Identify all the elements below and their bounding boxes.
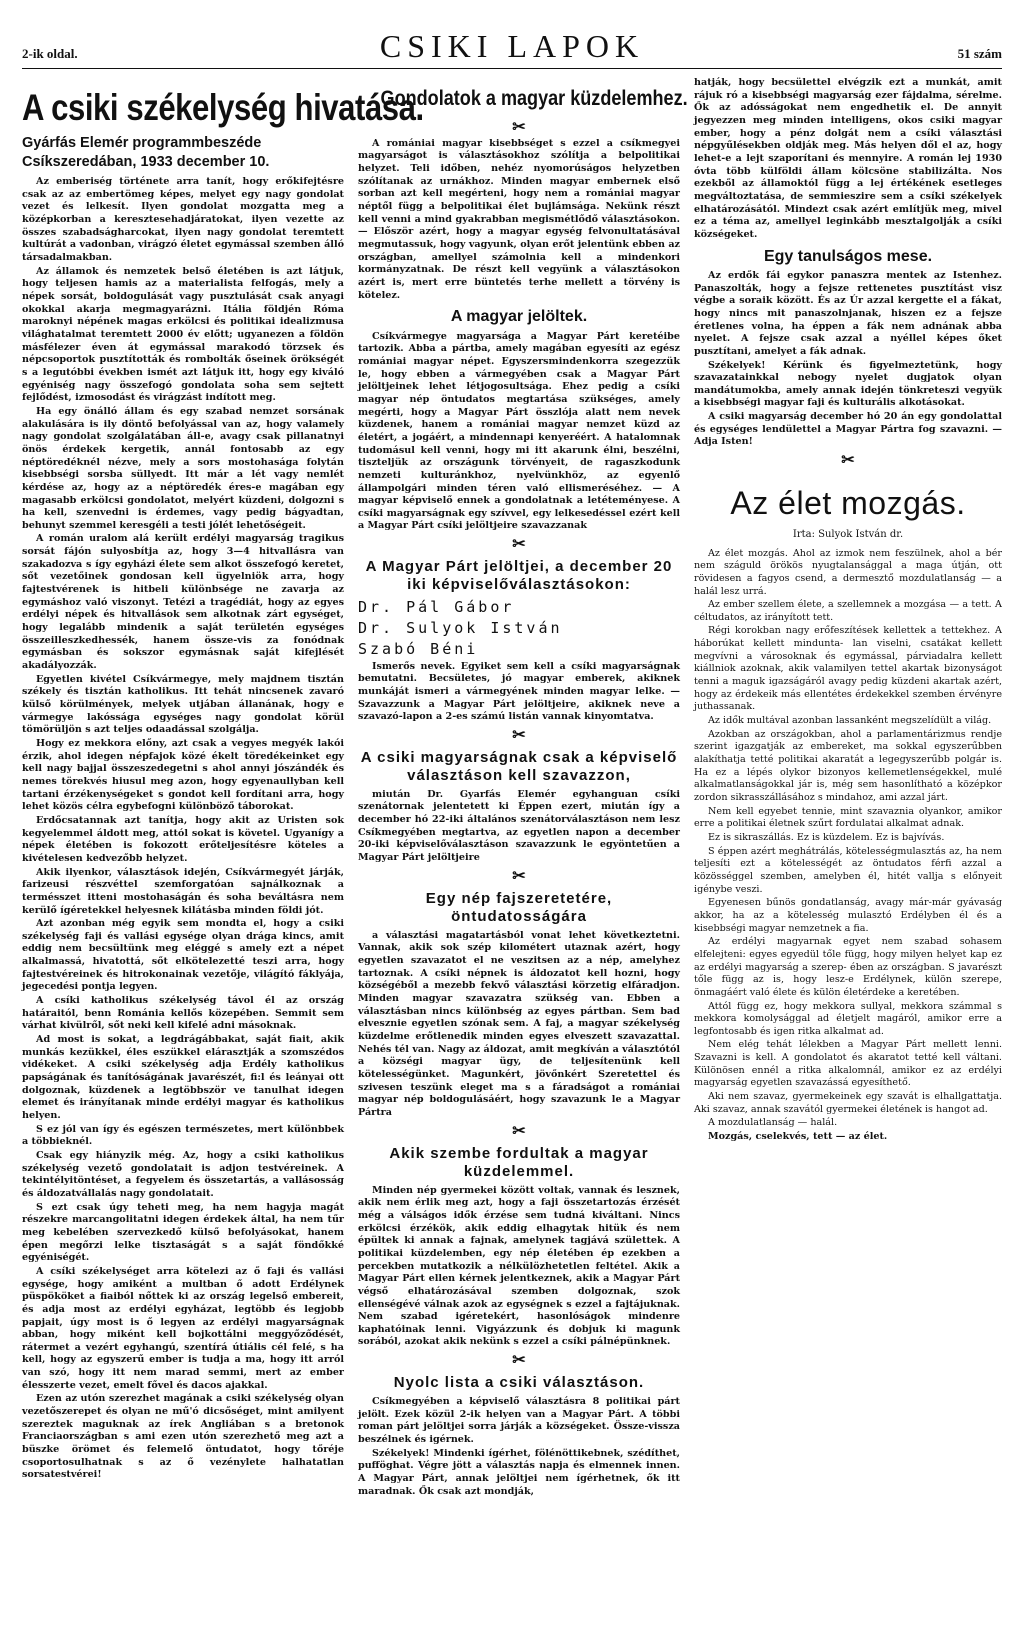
scissors-icon: ✂: [512, 534, 526, 554]
paragraph: Az emberiség története arra tanít, hogy erőkifejtésre csak az az embertömeg képes, melyet egy nagy gondolat vezet és lelkesít. Ilyen gondolat mozgatta meg a középkorban a keresztesehadjáratokat, ilyen vezette az összes szabadságharcokat, ilyen nagy gondolat teremtett kultúrát a vadonban, virágzó életet egymással szemben álló társadalmakban.: [22, 176, 344, 264]
section-heading: A Magyar Párt jelöltjei, a december 20 iki képviselőválasztásokon:: [365, 558, 673, 594]
candidate-name: Dr. Sulyok István: [358, 618, 563, 637]
paragraph: S ezt csak úgy teheti meg, ha nem hagyja magát részekre marcangolitatni idegen érdekek által, ha nem tűr meg kebelében szervezkedő külső befolyásokat, hanem épen megőrzi lelke tisztaságát s a saját föndőkké egyéniségét.: [22, 1201, 344, 1264]
paragraph: Ismerős nevek. Egyiket sem kell a csíki magyarságnak bemutatni. Becsületes, jó magyar emberek, akiknek munkáját ismeri a vármegyének minden magyar lelke. — Szavazzunk a Magyar Párt jelöltjeire, akiknek neve a szavazó-lapon a 2-es számú listán vannak kinyomtatva.: [358, 660, 680, 723]
section-heading: Egy tanulságos mese.: [763, 247, 933, 265]
paragraph: A csíki székelységet arra kötelezi az ő faji és vallási egysége, hogy amiként a multban ő adott Erdélynek püspököket a fiaiból nőttek ki az ország legelső embereit, és adja most az erdélyi egyházat, legtöbb és legjobb papjait, úgy most is ő legyen az erdélyi magyarságnak abban, hogy miként kell bojkottálni meggyőződését, rátermet a vezért egyhangú, szentírá útiális cél felé, s ha kell, hogy az egyszerű ember is tudja a ma, hogy itt arról van szó, hogy itt nem marad semmi, mert az ember élesszerte vezet, emelt fővel és dacos ajakkal.: [22, 1265, 344, 1391]
paragraph: Székelyek! Kérünk és figyelmeztetünk, hogy szavazatainkkal nebogy nyelet dugjatok olyan mandátumokba, amely annak idején tönkreteszi vegyük a kisebbségi magyar faji és kulturális alkotásokat.: [694, 359, 1002, 409]
paragraph: Az államok és nemzetek belső életében is azt látjuk, hogy teljesen hamis az a materialista felfogás, mely a népek sorsát, boldogulását vagy pusztulását csak anyagi okokkal akarja megmagyarázni. Itália földjén Róma maroknyi népének magas erkölcsi és politikai idealizmusa világhatalmat teremtett 2000 év előtt; ugyanezen a földön másfélezer éven át egymással marakodó törzsek és népcsoportok pusztították és rombolták őseinek örökségét s a legutóbbi években ismét azt látjuk itt, hogy egy kiváló egyéniség nagy összefogó gondolata soha sem sejtett fejlődést, izmosodást és virágzást indított meg.: [22, 265, 344, 404]
section-heading: Nyolc lista a csiki választáson.: [393, 1374, 645, 1392]
page-number: 2-ik oldal.: [22, 46, 78, 61]
paragraph: Azokban az országokban, ahol a parlamentárizmus rendje szerint igazgatják az embereket, ma sokkal egyszerűbben alakíthatja tetté politikai akaratát a legegyszerűbb polgár is. Ha ez a lépés olykor bizonyos kellemetlenségekkel, mulé alkalmatlanságokkal jár is, még sem hasonlítható a középkor zordon sikrasszállásához s mindahoz, ami azzal járt.: [694, 728, 1002, 803]
paragraph: Csíkvármegye magyarsága a Magyar Párt keretéibe tartozik. Abba a pártba, amely magában egyesíti az egész romániai magyar népet. Egyszersmindenkorra szegezzük le, hogy ebben a vármegyében csak a Magyar Párt jelöltjeinek lehet létjogosultsága. Ehez pedig a csíki magyar nép öntudatos megtartása szükséges, amely megérti, hogy a Magyar Párt összlója alatt nem nevek küzdenek, hanem a romániai magyar nemzet küzd az életért, a jogáért, a mindennapi kenyeréért. A hatalomnak tudomásul kell venni, hogy mi itt akarunk élni, beszélni, tiszteljük az országunk törvényeit, de ragaszkodunk nemzeti kulturánkhoz, nyelvünkhöz, az egyenlő állampolgári minden téren való ellismeréséhez. — A magyar képviselő ennek a gondolatnak a letéteményese. A csíki magyarságnak egy szívvel, egy lelkesedéssel ezért kell a Magyar Párt csíki jelöltjeire szavazzanak: [358, 330, 680, 532]
paragraph: Mozgás, cselekvés, tett — az élet.: [708, 1131, 888, 1143]
section-heading: A magyar jelöltek.: [450, 308, 588, 326]
paragraph: Egyetlen kivétel Csíkvármegye, mely majdnem tisztán székely és tisztán katholikus. Itt tehát nincsenek zavaró külső körülmények, melyek utjában állanának, hogy e vármegye lakóssága egységes nagy gondolat körül tömörüljön s azt teljes odaadással szolgálja.: [22, 673, 344, 736]
paragraph: a választási magatartásból vonat lehet következtetni. Vannak, akik sok szép kilométert utaznak azért, hogy egyetlen szavazatot el ne veszitsen az a nép, amelyhez tartoznak. A csíki népnek is áldozatot kell hozni, hogy községéből a mezebb fekvő választási körzetig elfáradjon. Minden magyar szavazatra szükség van. Ebben a választásban nincs különbség az egyes pártban. Sem bad elveszniе egyetlen szónak sem. A faj, a magyar székelység küzdelme erőtlenedik minden egyes elveszett szavazattal. Nehés tél van. Nagy az áldozat, amit megkíván a választótól a községi magyar ügy, de teljesítenünk kell kötelességünket. Magunkért, jövőnkért Szeretettel és szivesen teszünk eleget ma s a fáradságot a romániai magyar nép boldogulásáért, hogy szavazunk le a Magyar Pártra: [358, 929, 680, 1118]
byline: Irta: Sulyok István dr.: [792, 529, 904, 541]
paragraph: hatják, hogy becsülettel elvégzik ezt a munkát, amit rájuk ró a kisebbségi magyarság ezer fájdalma, sérelme. Ők az adósságokat nem engedhetik el. De annyit jegyezzen meg minden intelligens, okos csiki magyar ember, hogy a pénz dolgát nem a csíki választási népgyűlésekben oldják meg. Más helyen dől el az, hogy lehet-e a lejt szaporítani és mennyire. A román lej 1930 óvta több külföldi állam kölcsöne stabilizálta. Nos ezekből az államoktól függ a lej értékének esetleges megváltoztatása, de semmieszire sem a csíki székelyek elhatározásától. Mindezt csak azért említjük meg, mivel ez a téma az, amellyel leginkább mesztalgolják a csíki községeket.: [694, 77, 1002, 240]
paragraph: A romániai magyar kisebbséget s ezzel a csíkmegyei magyarságot is választásokhoz szólítja a belpolitikai helyzet. Teli időben, nehéz nyomorúságos helyzetben szólítanak az urnákhoz. Minden magyar embernek első sorban azt kell megérteni, hogy nem a romániai magyar néptől függ a belpolitikai élet bujlámsága. Nekünk részt kell venni a mind gyakrabban megismétlődő választásokon. — Először azért, hogy a magyar egység felvonultatásával megmutassuk, hogy vagyunk, olyan erőt jelentünk ebben az országban, amellyel számolnia kell a mindenkori kormányzatnak. De részt kell vegyünk a választásokon azért is, mert erre büntetés terhe mellett a törvény is kötelez.: [358, 137, 680, 301]
paragraph: Ad most is sokat, a legdrágábbakat, saját fiait, akik munkás kezükkel, éles eszükkel elárasztják a szomszédos vidékeket. A csiki székelység adja Erdély katholikus papságának és tanítóságának javarészét, fi:l és leányai ott dolgoznak, küzdenek a legtöbbször ve tanulhat idegen elemet és irányítanak minde erdélyi magyar és katholikus helyen.: [22, 1034, 344, 1121]
paragraph: Erdőcsatannak azt tanítja, hogy akit az Uristen sok kegyelemmel áldott meg, attól sokat is követel. Ugyanígy a népek életében is fokozott erőteljesítésre köteles a kivételesen kedvezőbb helyzet.: [22, 814, 344, 864]
paragraph: Aki nem szavaz, gyermekeinek egy szavát is elhallgattatja. Aki szavaz, annak szavától gyermekei életének is hangot ad.: [694, 1091, 1002, 1115]
article-subtitle: Gyárfás Elemér programmbeszéde: [22, 134, 262, 151]
column-3: [694, 77, 1002, 1637]
newspaper-title: CSIKI LAPOK: [379, 28, 645, 64]
masthead-rule: [22, 68, 1002, 69]
scissors-icon: ✂: [512, 724, 526, 744]
paragraph: S ez jól van így és egészen természetes, mert különbbek a többieknél.: [22, 1123, 344, 1148]
paragraph: Székelyek! Mindenki ígérhet, fölénöttikebnek, szédíthet, pufföghat. Végre jött a választás napja és elmennek innen. A Magyar Párt, annak jelöltjei nem ígérhetnek, ők itt maradnak. Ők csak azt mondják,: [358, 1447, 680, 1497]
paragraph: Az élet mozgás. Ahol az izmok nem feszülnek, ahol a bér nem száguld örökös nyugtalansággal a maga útján, ott rövidesen a fagyos csend, a dermesztő mozdulatlanság — a halál lesz urrá.: [694, 547, 1002, 597]
paragraph: Egyenesen bűnös gondatlanság, avagy már-már gyávaság akkor, ha az a kötelesség mulasztó Erdélyben él és a kisebbségi magyar nemzetnek a fia.: [694, 897, 1002, 934]
paragraph: A román uralom alá került erdélyi magyarság tragikus sorsát fájón sulyosbítja az, hogy 3—4 hitvallásra van szakadozva s így egyházi élete sem alkot összefogó keretet, sőt vezetőinek gondosan kell ügyelniök arra, hogy fajtestvérenek is hitbeli különbsége ne zavarja az egymáshoz való viszonyt. Tetézi a tragédiát, hogy az egyes erdélyi népek és hitvallások sem alkotnak zárt egységet, hogy legalább mindenik a saját területén egységes összeilleszkedhessék, hanem össze-vis za fonódnak egymásban és sokszor egymásnak saját kifejlését akadályozzák.: [22, 533, 344, 672]
paragraph: S éppen azért meghátrálás, kötelességmulasztás az, ha nem teljesíti ezt a kötelességét az öntudatos férfi azzal a közösséggel szemben, amelyben él, hitét vallja s előnyeit igénybe veszi.: [694, 845, 1002, 895]
scissors-icon: ✂: [841, 450, 855, 470]
paragraph: Ha egy önálló állam és egy szabad nemzet sorsának alakulására is ily döntő befolyással van az, hogy valamely nagy gondolat szolgálatában áll-e, avagy csak pillanatnyi önös érdekek kergetik, annál fontosabb az egy néptöredéknél nézve, mely a sors mostohasága folytán kisebbségi sorsba süllyedt. Itt már a lét vagy nemlét kérdése az, hogy az a néptöredék éres-e magában egy magasabb erkölcsi gondolatot, melyért küzdeni, dolgozni s ha kell, szenvedni is érdemes, vagy pedig bágyadtan, behunyt szemmel keresgéli a testi jólét lehetőségeit.: [22, 405, 344, 531]
column-2: [358, 77, 688, 1637]
scissors-icon: ✂: [512, 865, 526, 885]
scissors-icon: ✂: [512, 1350, 526, 1370]
paragraph: Az erdélyi magyarnak egyet nem szabad sohasem elfelejteni: egyes egyedül tőle függ, hogy milyen helyet kap ez az erdélyi magyarság a szerep- ében az országban. S javarészt tőle függ az is, hogy lesz-e Erdélynek, külön szerepe, önmagáért való élete és külön életérdeke a keretében.: [694, 936, 1002, 998]
section-heading: Egy nép fajszeretetére, öntudatosságára: [425, 889, 613, 925]
paragraph: Az idők multával azonban lassanként megszelídült a világ.: [708, 715, 992, 727]
issue-number: 51 szám: [957, 46, 1002, 61]
paragraph: Az ember szellem élete, a szellemnek a mozgása — a tett. A céltudatos, az irányított tett.: [694, 599, 1002, 623]
paragraph: Csak egy hiányzik még. Az, hogy a csiki katholikus székelység vezető gondolatait is adjon testvéreinek. A tekintélyitöntéset, a fegyelem és összetartás, a vallásosság és áldozatvállalás nagy gondolatait.: [22, 1149, 344, 1199]
paragraph: A csíki katholikus székelység távol él az ország határaitól, benn Románia kellős közepében. Semmit sem várhat kivülről, sőt neki kell kifelé adni másoknak.: [22, 995, 344, 1032]
section-heading: A csiki magyarságnak csak a képviselő választáson kell szavazzon,: [360, 748, 678, 784]
paragraph: Nem kell egyebet tennie, mint szavaznia olyankor, amikor erre a politikai életnek szűrt fordulatai alkalmat adnak.: [694, 805, 1002, 830]
candidate-name: Szabó Béni: [358, 639, 479, 658]
paragraph: Akik ilyenkor, választások idején, Csíkvármegyét járják, farizeusi részvéttel szemforgatóan sajnálkoznak a termésszet itteni mostohaságán és soha beváltásra nem kerülő ígéretekkel helyesnek kilátásba minden földi jót.: [22, 866, 344, 916]
paragraph: Hogy ez mekkora előny, azt csak a vegyes megyék lakói érzik, ahol idegen népfajok közé ékelt töredékeinket egy kell nagy bajjal összeszedegetni s ahol annyi jószándék és nemes törekvés hiusul meg azon, hogy egyenaullyban kell tartani érzékenységeket s gondot kell fordítani arra, hogy lehet közös célra egybefogni különböző táborokat.: [22, 737, 344, 813]
paragraph: Csíkmegyében a képviselő választásra 8 politikai párt jelölt. Ezek közül 2-ik helyen van a Magyar Párt. A többi roman párt jelöltjei sorra járják a községeket. Össze-vissza beszélnek és igérnek.: [358, 1396, 680, 1446]
article-title: A csiki székelység hivatása.: [22, 87, 424, 128]
paragraph: Régi korokban nagy erőfeszítések kellettek a tettekhez. A háborúkat kellett mindunta- lan viselni, csatákat kellett megvívni a városoknak és egymással, párviadalra kellett kiállniok azoknak, akik valamilyen tettel akartak bizonyságot tenni a maguk igazságáról avagy pedig küzdeni akartak azért, hogy az érdekeik más ellentétes érdekekkel szemben érvényre juthassanak.: [694, 625, 1002, 713]
paragraph: Attól függ ez, hogy mekkora sullyal, mekkora számmal s mekkora komolysággal ad életjelt magáról, amikor erre a legfontosabb és igen ritka alkalmat ad.: [694, 1000, 1002, 1037]
paragraph: A mozdulatlanság — halál.: [708, 1117, 838, 1129]
paragraph: Az erdők fái egykor panaszra mentek az Istenhez. Panaszolták, hogy a fejsze rettenetes pusztítást visz végbe a soraik között. És az Úr azzal kergette el a fákat, hogy nincs mit panaszolnjanak, hiszen ez a fejsze éretlenes volna, ha éppen a fák nem adnának abba nyelet. A fejsze csak azzal a nyéllel képes őket pusztítani, amelyet a fák adnak.: [694, 269, 1002, 357]
masthead: [22, 28, 1002, 62]
article-title: Gondolatok a magyar küzdelemhez.: [380, 87, 688, 110]
paragraph: A csiki magyarság december hó 20 án egy gondolattal és egységes lendülettel a Magyar Pártra fog szavazni. — Adja Isten!: [694, 411, 1002, 448]
paragraph: Ezen az utón szerezhet magának a csiki székelység olyan vezetőszerepet és olyan ne mű'ó dicsőséget, mint amilyent szereztek maguknak az írek Angliában s a bretonok Franciaországban s ami ezen utón szerezhető meg azt a büszke örömet és felemelő öntudatot, hogy tőréje csoportosulhatnak s az ő vezénylete halhatatlan sorsatestvérei!: [22, 1393, 344, 1481]
paragraph: Azt azonban még egyik sem mondta el, hogy a csiki székelység faji és vallási egysége olyan drága kincs, amit eddig nem becsültünk meg eléggé s amely ezt a népet alkalmassá, hivatottá, sőt elkötelezetté teszi arra, hogy fajtestvéreinek és hitrokonainak vezetője, világító fáklyája, jegecedési pontja legyen.: [22, 918, 344, 993]
scissors-icon: ✂: [512, 116, 526, 136]
paragraph: miután Dr. Gyarfás Elemér egyhanguan csíki szenátornak jelentetett ki Éppen ezert, miután így a december hó 22-iki általános szenátorválasztáson nem lesz Csíkmegyében megtartva, az egyetlen napon a december 20-iki képviselőválasztáson szavazzunk le egyöntetűen a Magyar Párt jelöltjeire: [358, 788, 680, 864]
article-subtitle-location: Csíkszeredában, 1933 december 10.: [22, 153, 270, 170]
candidate-name: Dr. Pál Gábor: [358, 598, 515, 617]
paragraph: Ez is sikraszállás. Ez is küzdelem. Ez is bajvívás.: [708, 831, 945, 843]
article-title: Az élet mozgás.: [730, 485, 966, 522]
section-heading: Akik szembe fordultak a magyar küzdelemmel.: [389, 1144, 649, 1180]
scissors-icon: ✂: [512, 1120, 526, 1140]
paragraph: Minden nép gyermekei között voltak, vannak és lesznek, akik nem érlik meg azt, hogy a faji összetartozás érzését még a válságos idők érzése sem tudná kiváltani. Nincs erkölcsi érzékök, akik eddig elhagytak hitük és nem épültek ki annak a fajnak, amelynek tagjává születtek. A politikai küzdelemben, egy nép életében ép ezekben a percekben mutatkozik a nélkülözhetetlen feltétel. Akik a Magyar Párt ellen kérnek jelentkeznek, akik a Magyar Párt végső elhatározásával szemben dolgoznak, szok ellenségévé válnak azok az egységnek s ezzel a fajtájuknak. Nem szabad igéretekért, hasonlóságok mindenre kaphatóinak lenni. Vigyázzunk és dobjuk ki magunk sorából, azokat akik nekünk s ezzel a csíki pálnépünknek.: [358, 1184, 680, 1348]
paragraph: Nem elég tehát lélekben a Magyar Párt mellett lenni. Szavazni is kell. A gondolatot és akaratot tetté kell váltani. Különösen ennél a ritka alkalomnál, amikor ez az erdélyi magyarság egyetlen szavazássá egyesíthető.: [694, 1039, 1002, 1089]
